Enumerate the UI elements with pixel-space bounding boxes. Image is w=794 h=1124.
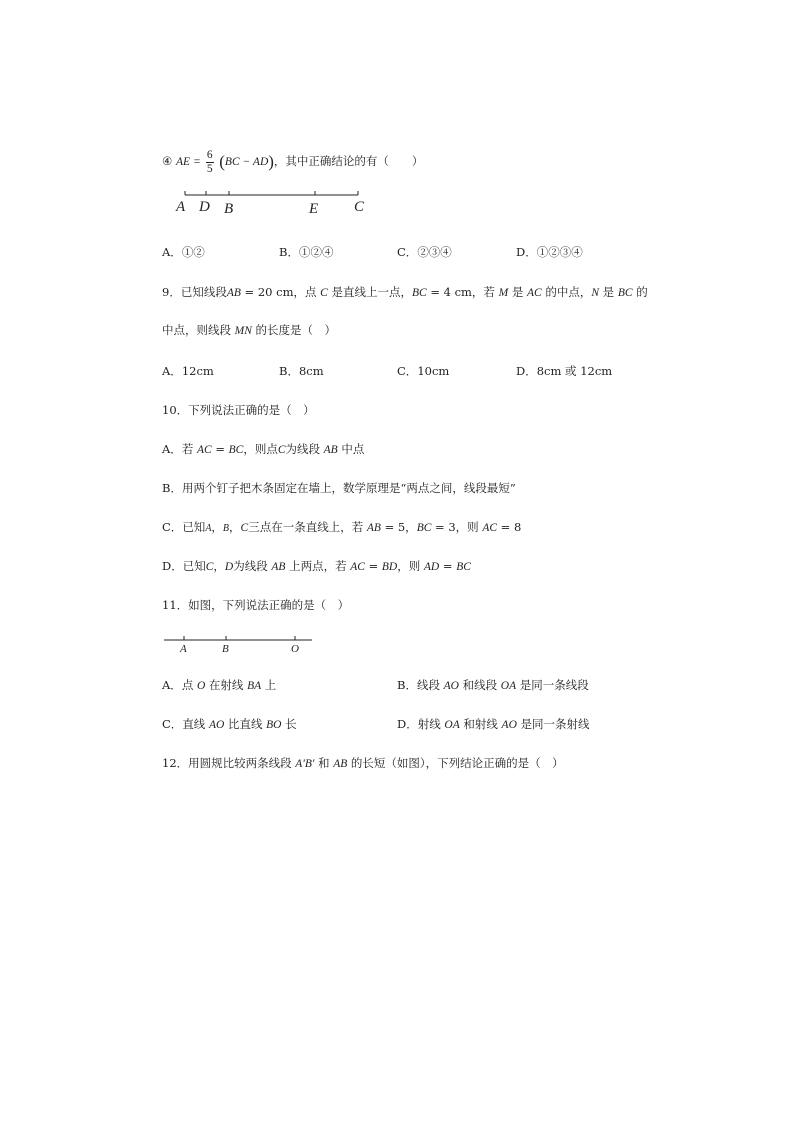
option-letter: C． — [397, 245, 418, 259]
label-d: D — [199, 199, 210, 215]
q9-text: = 20 cm，点 — [240, 285, 321, 299]
option-letter: C． — [162, 717, 183, 731]
math-ac: AC — [527, 287, 542, 299]
option-letter: D． — [516, 245, 537, 259]
math-ae: AE — [175, 156, 191, 168]
q8-option-d[interactable] — [516, 244, 583, 260]
math-mn: MN — [234, 325, 252, 337]
math-c: C — [277, 444, 286, 456]
option-text: ①② — [181, 245, 205, 259]
q9-text: 已知线段 — [180, 285, 227, 299]
q8-line-figure — [172, 186, 372, 218]
q12-text: 的长短（如图），下列结论正确的是（ ） — [347, 756, 564, 770]
option-text: 点 — [181, 678, 197, 692]
q9-stem-line1 — [162, 284, 648, 300]
q10-option-c[interactable] — [162, 519, 521, 535]
math-a: A — [205, 523, 212, 534]
math-bc: BC — [416, 522, 432, 534]
option-letter: A． — [162, 442, 182, 456]
math-bc: BC — [456, 561, 471, 573]
label-c: C — [354, 199, 365, 215]
option-text: 是同一条线段 — [516, 678, 589, 692]
q8-option-a[interactable] — [162, 244, 205, 260]
math-ao: AO — [208, 719, 225, 731]
math-ab: AB — [366, 522, 381, 534]
option-text: 上 — [261, 678, 277, 692]
q12-text: 12．用圆规比较两条线段 — [162, 756, 296, 770]
math-d: D — [224, 561, 234, 573]
math-bc-minus-ad: BC − AD — [224, 156, 269, 168]
q8-stem-tail: ，其中正确结论的有（ ） — [273, 154, 424, 168]
option-text: ①②④ — [298, 245, 334, 259]
q9-text: 中点，则线段 — [162, 323, 235, 337]
option-letter: D． — [516, 364, 537, 378]
q9-text: 的 — [632, 285, 648, 299]
math-a-prime-b-prime: A′B′ — [295, 758, 315, 770]
label-e: E — [309, 201, 319, 217]
q11-stem: 11．如图，下列说法正确的是（ ） — [162, 598, 350, 612]
option-text: ，则点 — [243, 442, 278, 456]
label-a: A — [180, 643, 187, 655]
math-ab: AB — [323, 444, 338, 456]
q10-option-d[interactable] — [162, 558, 471, 574]
q9-text: = 4 cm，若 — [426, 285, 499, 299]
fraction-six-fifths — [206, 149, 214, 176]
option-text: ， — [213, 559, 225, 573]
option-text: 在射线 — [205, 678, 248, 692]
math-o: O — [196, 680, 206, 692]
option-text: 已知 — [182, 559, 206, 573]
option-text: = 3，则 — [431, 520, 483, 534]
math-ac: AC — [482, 522, 498, 534]
math-ao: AO — [443, 680, 459, 692]
q9-text: 是 — [508, 285, 527, 299]
option-text: 和射线 — [459, 717, 502, 731]
math-ao: AO — [501, 719, 517, 731]
option-letter: C． — [397, 364, 418, 378]
q9-text: 的长度是（ ） — [251, 323, 337, 337]
circled-number-4: ④ — [162, 154, 173, 168]
fraction-denominator: 5 — [206, 162, 213, 175]
q10-stem: 10．下列说法正确的是（ ） — [162, 403, 315, 417]
q11-option-c[interactable] — [162, 716, 297, 732]
option-letter: A． — [162, 364, 182, 378]
q9-option-b[interactable] — [279, 363, 324, 379]
math-bd: BD — [381, 561, 398, 573]
fraction-numerator: 6 — [206, 148, 213, 161]
math-oa: OA — [444, 719, 460, 731]
option-letter: D． — [162, 559, 183, 573]
q9-option-d[interactable] — [516, 363, 612, 379]
q9-text: 的中点， — [541, 285, 592, 299]
option-text: 8cm 或 12cm — [536, 364, 613, 378]
option-text: 中点 — [337, 442, 365, 456]
option-letter: B． — [279, 364, 299, 378]
option-text: = — [439, 559, 457, 573]
math-b: B — [222, 523, 230, 534]
q9-option-c[interactable] — [397, 363, 449, 379]
q9-text: 是直线上一点， — [327, 285, 412, 299]
option-letter: B． — [397, 678, 417, 692]
option-text: ①②③④ — [536, 245, 583, 259]
option-text: 上两点，若 — [285, 559, 351, 573]
option-text: ②③④ — [417, 245, 452, 259]
option-text: 线段 — [416, 678, 444, 692]
left-paren: ( — [219, 152, 225, 171]
equals-sign: = — [193, 156, 201, 168]
option-text: 直线 — [182, 717, 209, 731]
option-letter: A． — [162, 678, 182, 692]
q8-option-c[interactable] — [397, 244, 452, 260]
math-m: M — [498, 287, 509, 299]
option-letter: B． — [279, 245, 299, 259]
q9-option-a[interactable] — [162, 363, 214, 379]
option-text: = 5， — [380, 520, 417, 534]
q12-stem — [162, 755, 564, 771]
math-oa: OA — [500, 680, 517, 692]
math-bc: BC — [411, 287, 427, 299]
option-letter: D． — [397, 717, 418, 731]
math-ad: AD — [423, 561, 440, 573]
q11-option-b[interactable] — [397, 677, 589, 693]
option-text: = 8 — [497, 520, 522, 534]
option-text: 12cm — [181, 364, 214, 378]
math-ba: BA — [247, 680, 262, 692]
option-letter: C． — [162, 520, 183, 534]
option-text: 射线 — [417, 717, 445, 731]
option-letter: A． — [162, 245, 182, 259]
math-c: C — [320, 287, 328, 299]
q9-number: 9． — [162, 285, 181, 299]
label-b: B — [222, 643, 229, 655]
option-text: ， — [211, 520, 223, 534]
label-a: A — [176, 199, 186, 215]
q10-option-b[interactable]: B．用两个钉子把木条固定在墙上，数学原理是“两点之间，线段最短” — [162, 481, 516, 495]
math-c: C — [205, 561, 214, 573]
option-text: 比直线 — [224, 717, 267, 731]
q8-option-b[interactable] — [279, 244, 333, 260]
q11-option-a[interactable] — [162, 677, 276, 693]
q9-text: 是 — [599, 285, 618, 299]
label-o: O — [291, 643, 299, 655]
option-text: 10cm — [417, 364, 450, 378]
option-text: = — [364, 559, 382, 573]
label-b: B — [224, 201, 234, 217]
q11-line-figure — [162, 632, 322, 656]
q8-statement-4 — [162, 144, 423, 178]
math-bc: BC — [228, 444, 244, 456]
q9-stem-line2 — [162, 322, 336, 338]
math-bo: BO — [266, 719, 282, 731]
q11-option-d[interactable] — [397, 716, 590, 732]
option-text: 长 — [281, 717, 297, 731]
math-n: N — [591, 287, 600, 299]
math-ac: AC — [196, 444, 212, 456]
option-text: 为线段 — [285, 442, 324, 456]
option-text: ， — [229, 520, 241, 534]
option-text: = — [211, 442, 229, 456]
q10-option-a[interactable] — [162, 441, 364, 457]
q12-text: 和 — [314, 756, 334, 770]
right-paren: ) — [268, 152, 274, 171]
math-ab: AB — [333, 758, 348, 770]
math-bc: BC — [617, 287, 633, 299]
option-text: 是同一条射线 — [516, 717, 590, 731]
math-ab: AB — [226, 287, 241, 299]
option-text: 若 — [181, 442, 197, 456]
option-text: 已知 — [182, 520, 206, 534]
math-ac: AC — [350, 561, 365, 573]
option-text: ，则 — [397, 559, 424, 573]
math-c: C — [240, 522, 249, 534]
option-text: 三点在一条直线上，若 — [248, 520, 367, 534]
option-text: 和线段 — [458, 678, 501, 692]
math-ab: AB — [271, 561, 286, 573]
option-text: 为线段 — [233, 559, 272, 573]
option-text: 8cm — [298, 364, 324, 378]
